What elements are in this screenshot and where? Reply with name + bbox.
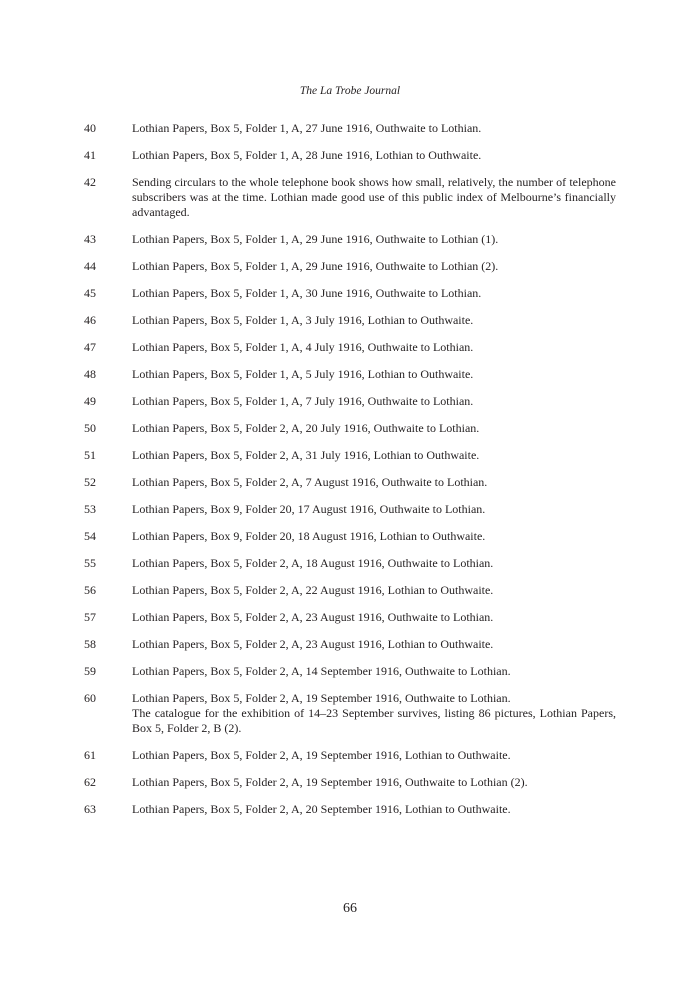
endnote-text <box>132 802 616 817</box>
endnote-paragraph: Lothian Papers, Box 5, Folder 2, A, 20 July 1916, Outhwaite to Lothian. <box>132 421 480 435</box>
endnote-number: 63 <box>84 802 96 816</box>
endnote-number: 59 <box>84 664 96 678</box>
endnote <box>84 748 616 763</box>
endnote-number: 56 <box>84 583 96 597</box>
endnote-text <box>132 748 616 763</box>
endnote-number: 55 <box>84 556 96 570</box>
endnote-text <box>132 421 616 436</box>
endnote <box>84 259 616 274</box>
endnote-paragraph: The catalogue for the exhibition of 14–23 September survives, listing 86 pictures, Lothian Papers, Box 5, Folder 2, B (2). <box>132 706 616 735</box>
endnote-text <box>132 367 616 382</box>
endnote-text <box>132 475 616 490</box>
endnote-paragraph: Lothian Papers, Box 9, Folder 20, 18 August 1916, Lothian to Outhwaite. <box>132 529 486 543</box>
endnotes-list <box>84 121 616 829</box>
endnote <box>84 286 616 301</box>
endnote <box>84 421 616 436</box>
endnote-text <box>132 448 616 463</box>
endnote <box>84 637 616 652</box>
endnote-paragraph: Lothian Papers, Box 5, Folder 2, A, 22 August 1916, Lothian to Outhwaite. <box>132 583 494 597</box>
endnote-text <box>132 529 616 544</box>
endnote-number: 45 <box>84 286 96 300</box>
endnote-text <box>132 394 616 409</box>
endnote-text <box>132 637 616 652</box>
endnote-text <box>132 313 616 328</box>
endnote <box>84 691 616 736</box>
endnote-number: 44 <box>84 259 96 273</box>
endnote <box>84 367 616 382</box>
endnote-text <box>132 502 616 517</box>
endnote <box>84 556 616 571</box>
endnote-number: 61 <box>84 748 96 762</box>
endnote <box>84 502 616 517</box>
endnote-text <box>132 556 616 571</box>
endnote-number: 47 <box>84 340 96 354</box>
endnote-text <box>132 775 616 790</box>
endnote-number: 60 <box>84 691 96 705</box>
endnote-text <box>132 175 616 220</box>
endnote-text <box>132 121 616 136</box>
endnote-paragraph: Lothian Papers, Box 5, Folder 1, A, 3 July 1916, Lothian to Outhwaite. <box>132 313 474 327</box>
endnote-number: 42 <box>84 175 96 189</box>
endnote-number: 43 <box>84 232 96 246</box>
endnote <box>84 175 616 220</box>
endnote-number: 58 <box>84 637 96 651</box>
endnote <box>84 475 616 490</box>
endnote-paragraph: Lothian Papers, Box 5, Folder 2, A, 19 September 1916, Outhwaite to Lothian. <box>132 691 511 705</box>
endnote <box>84 448 616 463</box>
endnote-number: 52 <box>84 475 96 489</box>
endnote-paragraph: Lothian Papers, Box 5, Folder 2, A, 14 September 1916, Outhwaite to Lothian. <box>132 664 511 678</box>
endnote <box>84 148 616 163</box>
endnote-paragraph: Lothian Papers, Box 5, Folder 1, A, 5 July 1916, Lothian to Outhwaite. <box>132 367 474 381</box>
endnote-number: 40 <box>84 121 96 135</box>
endnote <box>84 340 616 355</box>
endnote-paragraph: Lothian Papers, Box 5, Folder 2, A, 19 September 1916, Outhwaite to Lothian (2). <box>132 775 528 789</box>
endnote-paragraph: Lothian Papers, Box 5, Folder 2, A, 31 July 1916, Lothian to Outhwaite. <box>132 448 480 462</box>
endnote-text <box>132 691 616 736</box>
endnote <box>84 121 616 136</box>
endnote-paragraph: Lothian Papers, Box 5, Folder 2, A, 23 August 1916, Lothian to Outhwaite. <box>132 637 494 651</box>
endnote-text <box>132 259 616 274</box>
endnote-paragraph: Lothian Papers, Box 5, Folder 1, A, 4 July 1916, Outhwaite to Lothian. <box>132 340 474 354</box>
endnote-paragraph: Lothian Papers, Box 5, Folder 1, A, 7 July 1916, Outhwaite to Lothian. <box>132 394 474 408</box>
endnote-paragraph: Lothian Papers, Box 5, Folder 2, A, 23 August 1916, Outhwaite to Lothian. <box>132 610 494 624</box>
endnote-number: 53 <box>84 502 96 516</box>
endnote <box>84 610 616 625</box>
endnote-text <box>132 610 616 625</box>
endnote <box>84 529 616 544</box>
endnote-paragraph: Lothian Papers, Box 5, Folder 1, A, 29 June 1916, Outhwaite to Lothian (2). <box>132 259 499 273</box>
endnote-text <box>132 664 616 679</box>
endnote-number: 50 <box>84 421 96 435</box>
endnote-paragraph: Sending circulars to the whole telephone book shows how small, relatively, the number of telephone subscribers was at the time. Lothian made good use of this public index of Melbourne’s financially advantaged. <box>132 175 616 219</box>
endnote-number: 41 <box>84 148 96 162</box>
endnote-paragraph: Lothian Papers, Box 9, Folder 20, 17 August 1916, Outhwaite to Lothian. <box>132 502 486 516</box>
endnote-number: 48 <box>84 367 96 381</box>
endnote-paragraph: Lothian Papers, Box 5, Folder 2, A, 20 September 1916, Lothian to Outhwaite. <box>132 802 511 816</box>
endnote-paragraph: Lothian Papers, Box 5, Folder 2, A, 18 August 1916, Outhwaite to Lothian. <box>132 556 494 570</box>
page-number: 66 <box>343 901 357 916</box>
endnote <box>84 775 616 790</box>
endnote-number: 49 <box>84 394 96 408</box>
endnote <box>84 394 616 409</box>
endnote-text <box>132 148 616 163</box>
endnote-text <box>132 583 616 598</box>
endnote <box>84 232 616 247</box>
endnote <box>84 313 616 328</box>
endnote-number: 51 <box>84 448 96 462</box>
endnote-paragraph: Lothian Papers, Box 5, Folder 2, A, 7 August 1916, Outhwaite to Lothian. <box>132 475 488 489</box>
running-head-title: The La Trobe Journal <box>299 85 401 97</box>
endnote-text <box>132 340 616 355</box>
endnote <box>84 664 616 679</box>
endnote-paragraph: Lothian Papers, Box 5, Folder 1, A, 28 June 1916, Lothian to Outhwaite. <box>132 148 482 162</box>
endnote-text <box>132 286 616 301</box>
endnote-paragraph: Lothian Papers, Box 5, Folder 1, A, 27 June 1916, Outhwaite to Lothian. <box>132 121 482 135</box>
endnote <box>84 583 616 598</box>
endnote <box>84 802 616 817</box>
endnote-paragraph: Lothian Papers, Box 5, Folder 2, A, 19 September 1916, Lothian to Outhwaite. <box>132 748 511 762</box>
endnote-number: 62 <box>84 775 96 789</box>
endnote-number: 46 <box>84 313 96 327</box>
endnote-number: 57 <box>84 610 96 624</box>
endnote-paragraph: Lothian Papers, Box 5, Folder 1, A, 29 June 1916, Outhwaite to Lothian (1). <box>132 232 499 246</box>
endnote-number: 54 <box>84 529 96 543</box>
endnote-text <box>132 232 616 247</box>
endnote-paragraph: Lothian Papers, Box 5, Folder 1, A, 30 June 1916, Outhwaite to Lothian. <box>132 286 482 300</box>
